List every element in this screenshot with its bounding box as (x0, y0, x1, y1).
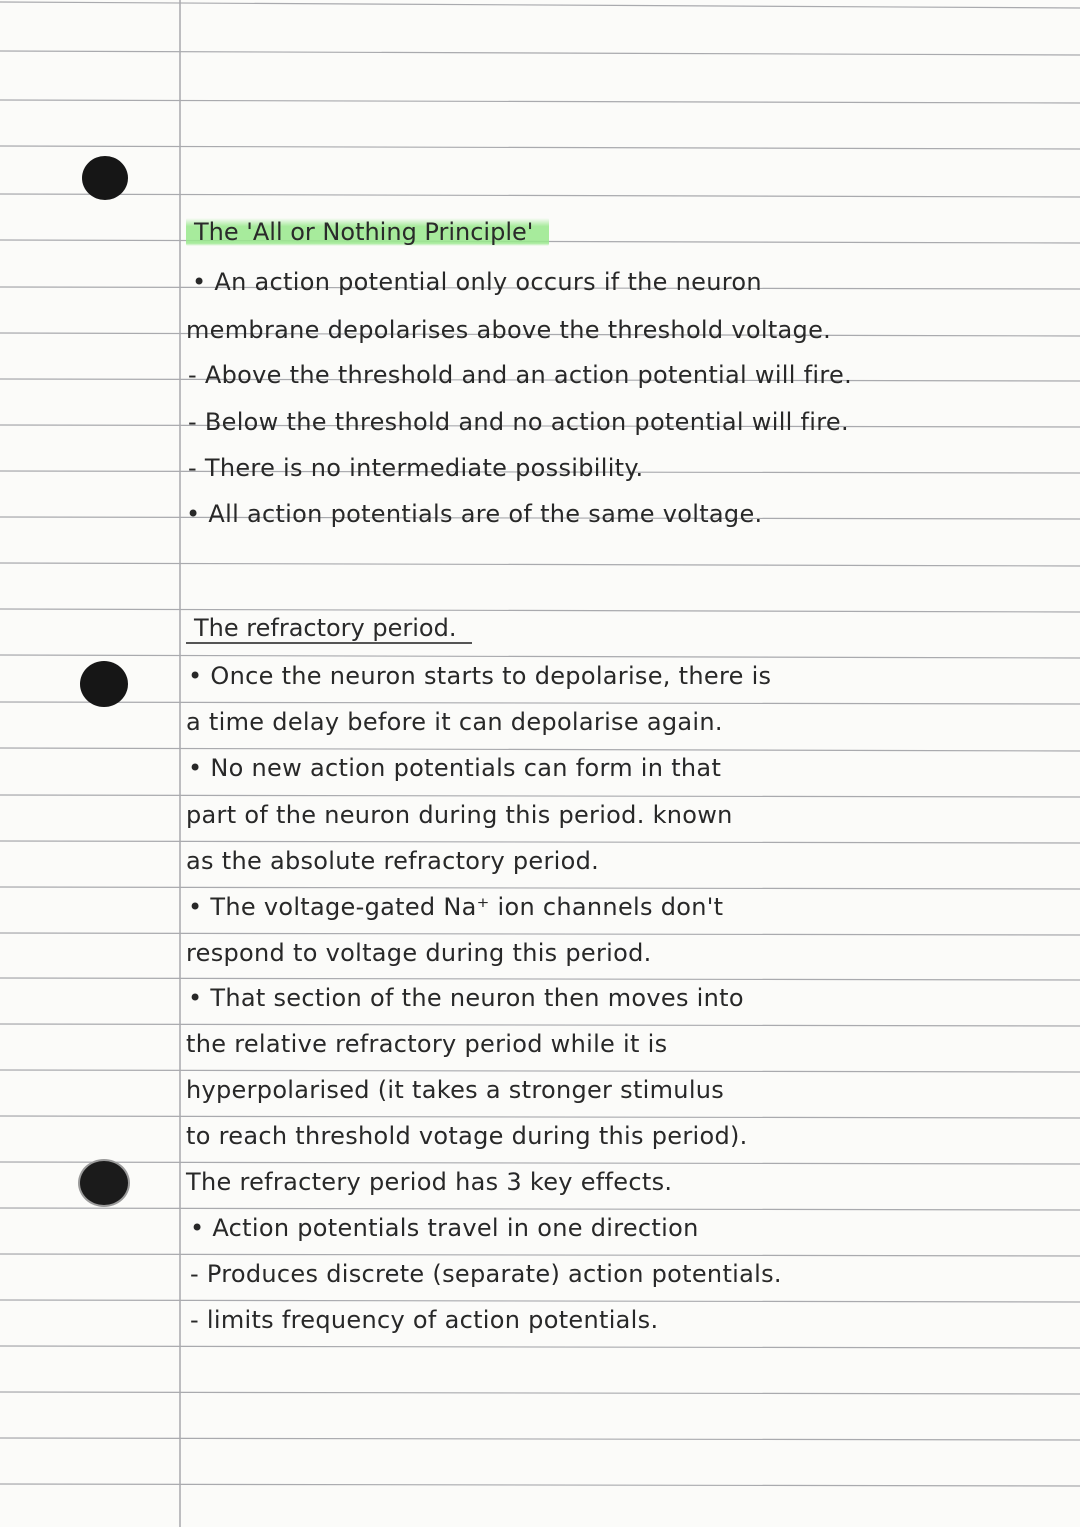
note-line: • An action potential only occurs if the neuron (192, 268, 762, 296)
note-line: - Above the threshold and an action potential will fire. (188, 361, 853, 389)
note-line: • The voltage-gated Na⁺ ion channels don't (188, 893, 724, 921)
note-line: • Action potentials travel in one direction (190, 1214, 699, 1242)
note-line: • No new action potentials can form in that (188, 754, 722, 782)
heading-refractory-period: The refractory period. (186, 614, 472, 642)
punch-hole (82, 156, 128, 200)
note-line: - limits frequency of action potentials. (190, 1306, 659, 1334)
note-line: hyperpolarised (it takes a stronger stimulus (186, 1076, 725, 1104)
note-line: as the absolute refractory period. (186, 847, 600, 875)
note-line: membrane depolarises above the threshold voltage. (186, 316, 832, 344)
note-line: to reach threshold votage during this period). (186, 1122, 748, 1150)
note-line: - Below the threshold and no action potential will fire. (188, 408, 849, 436)
note-line: • Once the neuron starts to depolarise, there is (188, 662, 772, 690)
note-line: a time delay before it can depolarise again. (186, 708, 723, 736)
note-line: The refractery period has 3 key effects. (186, 1168, 673, 1196)
note-line: - Produces discrete (separate) action potentials. (190, 1260, 782, 1288)
note-line: respond to voltage during this period. (186, 939, 652, 967)
note-line: • That section of the neuron then moves into (188, 984, 744, 1012)
note-line: the relative refractory period while it is (186, 1030, 668, 1058)
punch-hole (80, 1161, 128, 1205)
punch-hole (80, 661, 128, 707)
note-line: part of the neuron during this period. known (186, 801, 733, 829)
note-line: • All action potentials are of the same voltage. (186, 500, 763, 528)
heading-all-or-nothing: The 'All or Nothing Principle' (186, 218, 549, 246)
note-line: - There is no intermediate possibility. (188, 454, 644, 482)
